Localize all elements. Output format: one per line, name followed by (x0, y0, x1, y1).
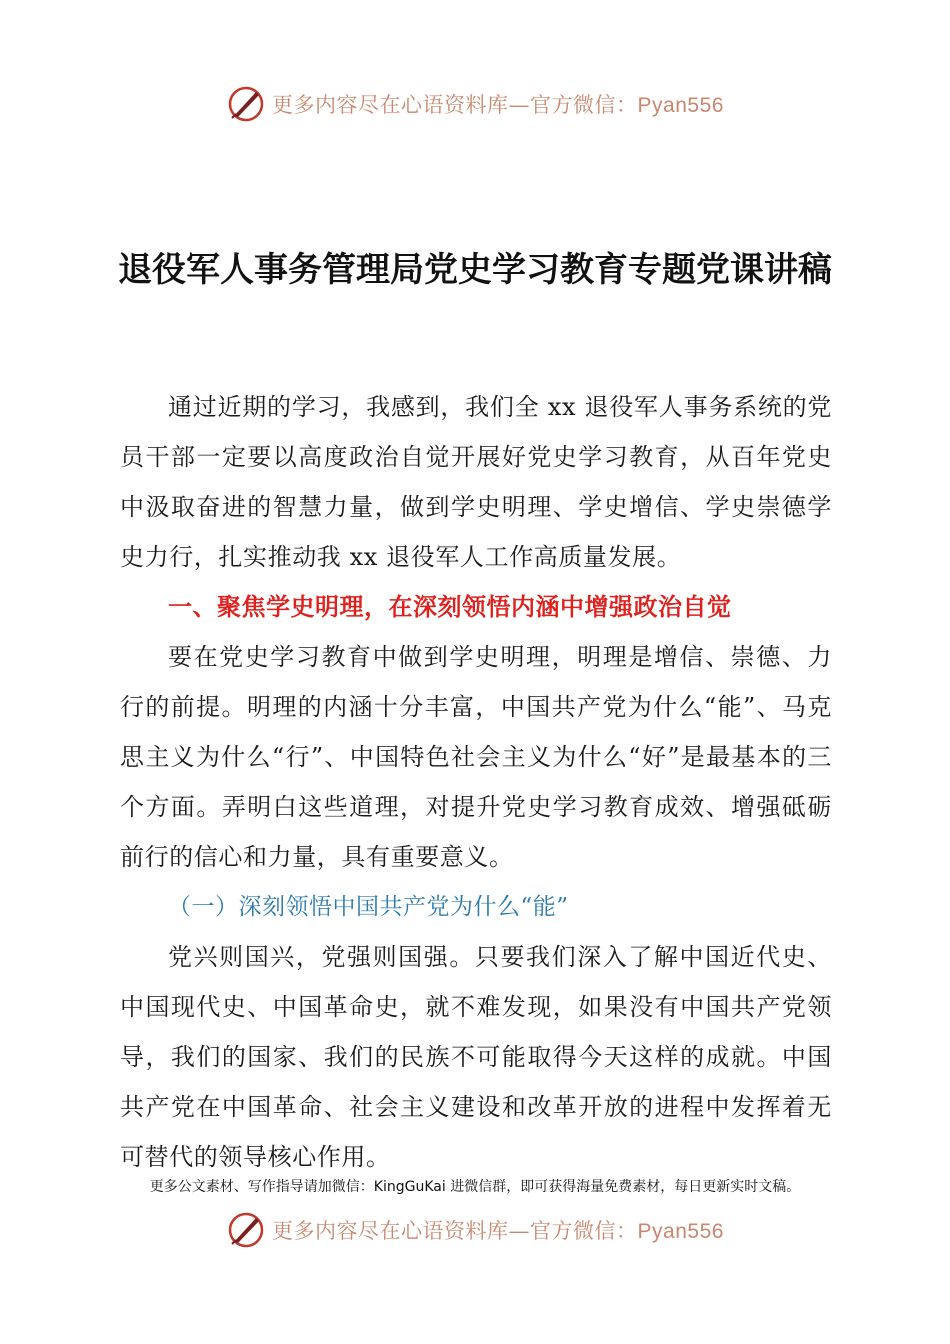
banner-text: 更多内容尽在心语资料库—官方微信：Pyan556 (272, 93, 724, 117)
footer-banner (0, 1208, 950, 1252)
intro-paragraph: 通过近期的学习，我感到，我们全 xx 退役军人事务系统的党员干部一定要以高度政治自觉开展好党史学习教育，从百年党史中汲取奋进的智慧力量，做到学史明理、学史增信、学史崇德学史力行，扎实推动我 xx 退役军人工作高质量发展。 (120, 393, 832, 571)
subsection-1-paragraph: 党兴则国兴，党强则国强。只要我们深入了解中国近代史、中国现代史、中国革命史，就不难发现，如果没有中国共产党领导，我们的国家、我们的民族不可能取得今天这样的成就。中国共产党在中国革命、社会主义建设和改革开放的进程中发挥着无可替代的领导核心作用。 (120, 943, 832, 1171)
section-heading-1: 一、聚焦学史明理，在深刻领悟内涵中增强政治自觉 (168, 593, 732, 621)
subsection-heading-1: （一）深刻领悟中国共产党为什么“能” (168, 894, 569, 920)
document-body (120, 382, 832, 1182)
document-title: 退役军人事务管理局党史学习教育专题党课讲稿 (118, 250, 832, 290)
header-banner (0, 82, 950, 126)
banner-text: 更多内容尽在心语资料库—官方微信：Pyan556 (272, 1219, 724, 1243)
quill-pen-logo-icon (226, 1210, 266, 1250)
footer-note: 更多公文素材、写作指导请加微信：KingGuKai 进微信群，即可获得海量免费素材，每日更新实时文稿。 (149, 1179, 801, 1195)
banner-wechat-id: Pyan556 (637, 1220, 724, 1243)
banner-wechat-id: Pyan556 (637, 94, 724, 117)
quill-pen-logo-icon (226, 84, 266, 124)
section-1-paragraph: 要在党史学习教育中做到学史明理，明理是增信、崇德、力行的前提。明理的内涵十分丰富，中国共产党为什么“能”、马克思主义为什么“行”、中国特色社会主义为什么“好”是最基本的三个方面。弄明白这些道理，对提升党史学习教育成效、增强砥砺前行的信心和力量，具有重要意义。 (120, 643, 832, 871)
